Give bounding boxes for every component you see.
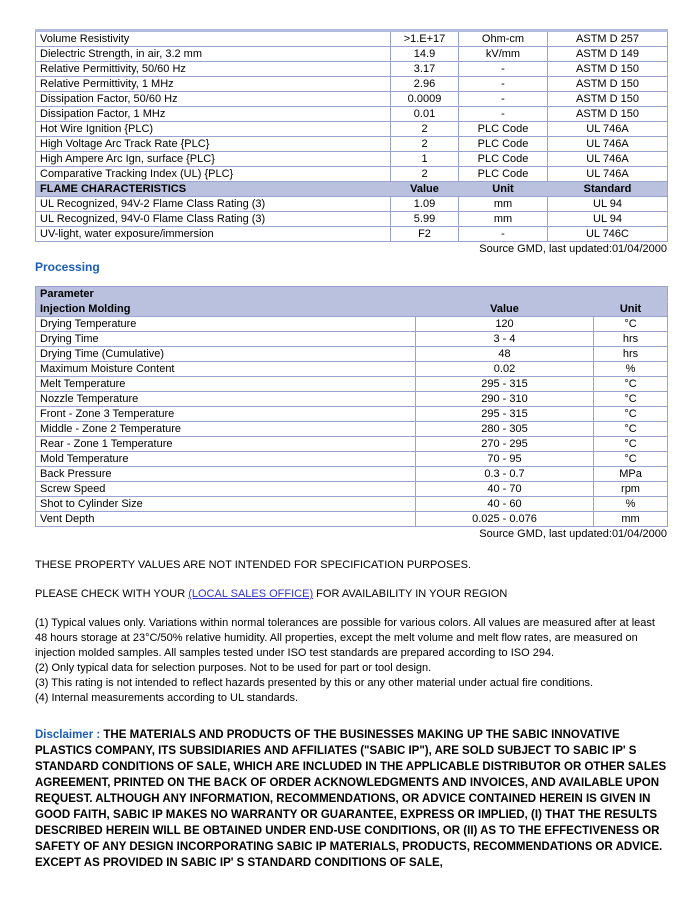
table-row — [36, 497, 668, 512]
cell-unit: PLC Code — [459, 152, 548, 167]
table-row — [36, 392, 668, 407]
availability-line — [35, 588, 667, 600]
cell-value: 3 - 4 — [416, 332, 594, 347]
cell-parameter: Drying Time — [36, 332, 416, 347]
cell-parameter: Mold Temperature — [36, 452, 416, 467]
table-row — [36, 437, 668, 452]
specification-disclaimer-text: THESE PROPERTY VALUES ARE NOT INTENDED FOR SPECIFICATION PURPOSES. — [35, 559, 472, 571]
cell-property: UL Recognized, 94V-0 Flame Class Rating (3) — [36, 212, 391, 227]
cell-value: 0.0009 — [391, 92, 459, 107]
cell-standard: UL 746C — [548, 227, 668, 242]
datasheet-page — [35, 0, 667, 871]
table-row — [36, 62, 668, 77]
cell-parameter: Drying Time (Cumulative) — [36, 347, 416, 362]
table-row — [36, 227, 668, 242]
cell-value: 295 - 315 — [416, 377, 594, 392]
processing-table — [35, 286, 668, 527]
cell-value: 0.02 — [416, 362, 594, 377]
cell-unit: % — [594, 497, 668, 512]
cell-standard: ASTM D 149 — [548, 47, 668, 62]
cell-parameter: Back Pressure — [36, 467, 416, 482]
disclaimer-paragraph — [35, 727, 667, 871]
cell-unit: hrs — [594, 332, 668, 347]
cell-value: 0.025 - 0.076 — [416, 512, 594, 527]
cell-property: High Voltage Arc Track Rate {PLC} — [36, 137, 391, 152]
cell-unit: °C — [594, 407, 668, 422]
cell-unit: PLC Code — [459, 122, 548, 137]
cell-value: 1 — [391, 152, 459, 167]
cell-value: 48 — [416, 347, 594, 362]
table-row — [36, 137, 668, 152]
cell-value: 14.9 — [391, 47, 459, 62]
cell-unit: °C — [594, 437, 668, 452]
cell-standard: ASTM D 150 — [548, 77, 668, 92]
cell-unit: mm — [459, 212, 548, 227]
header-standard: Standard — [548, 182, 668, 197]
cell-unit: °C — [594, 422, 668, 437]
cell-value: 280 - 305 — [416, 422, 594, 437]
cell-value: 40 - 60 — [416, 497, 594, 512]
table-row — [36, 77, 668, 92]
cell-standard: UL 94 — [548, 197, 668, 212]
table-row — [36, 347, 668, 362]
source-note: Source GMD, last updated:01/04/2000 — [479, 243, 667, 255]
cell-value: >1.E+17 — [391, 31, 459, 47]
header-value: Value — [391, 182, 459, 197]
cell-standard: ASTM D 150 — [548, 92, 668, 107]
cell-parameter: Vent Depth — [36, 512, 416, 527]
footnote-3: (3) This rating is not intended to reflect hazards presented by this or any other material under actual fire conditions. — [35, 677, 594, 689]
cell-property: Hot Wire Ignition {PLC) — [36, 122, 391, 137]
cell-value: 290 - 310 — [416, 392, 594, 407]
cell-value: F2 — [391, 227, 459, 242]
cell-standard: UL 746A — [548, 167, 668, 182]
cell-standard: UL 746A — [548, 137, 668, 152]
cell-unit: Ohm-cm — [459, 31, 548, 47]
cell-standard: ASTM D 150 — [548, 107, 668, 122]
cell-parameter: Middle - Zone 2 Temperature — [36, 422, 416, 437]
cell-standard: UL 746A — [548, 152, 668, 167]
cell-unit: °C — [594, 452, 668, 467]
cell-value: 2 — [391, 137, 459, 152]
cell-value: 5.99 — [391, 212, 459, 227]
cell-value: 70 - 95 — [416, 452, 594, 467]
table-row — [36, 467, 668, 482]
cell-standard: UL 746A — [548, 122, 668, 137]
cell-parameter: Melt Temperature — [36, 377, 416, 392]
cell-unit: PLC Code — [459, 137, 548, 152]
header-injection-molding: Injection Molding — [36, 302, 416, 317]
cell-unit: mm — [594, 512, 668, 527]
cell-unit: rpm — [594, 482, 668, 497]
table-row — [36, 31, 668, 47]
cell-value: 3.17 — [391, 62, 459, 77]
header-unit: Unit — [594, 302, 668, 317]
cell-unit: °C — [594, 377, 668, 392]
table-row — [36, 212, 668, 227]
cell-property: UV-light, water exposure/immersion — [36, 227, 391, 242]
cell-property: Dielectric Strength, in air, 3.2 mm — [36, 47, 391, 62]
table-row — [36, 122, 668, 137]
header-unit: Unit — [459, 182, 548, 197]
cell-value: 1.09 — [391, 197, 459, 212]
cell-value: 2 — [391, 122, 459, 137]
cell-unit: MPa — [594, 467, 668, 482]
injection-molding-header-row — [36, 302, 668, 317]
table-row — [36, 422, 668, 437]
processing-section-title: Processing — [35, 260, 100, 274]
header-value: Value — [416, 302, 594, 317]
availability-suffix: FOR AVAILABILITY IN YOUR REGION — [313, 588, 508, 600]
table-row — [36, 317, 668, 332]
footnote-1: (1) Typical values only. Variations within normal tolerances are possible for various colors. All values are measured after at least 48 hours storage at 23°C/50% relative humidity. All properties, except the melt volume and melt flow rates, are measured on injection molded samples. All samples tested under ISO test standards are prepared according to ISO 294. — [35, 617, 655, 659]
table-row — [36, 407, 668, 422]
table-row — [36, 152, 668, 167]
cell-unit: mm — [459, 197, 548, 212]
cell-standard: ASTM D 150 — [548, 62, 668, 77]
table-row — [36, 197, 668, 212]
table-row — [36, 452, 668, 467]
header-parameter: Parameter — [36, 287, 668, 302]
source-note: Source GMD, last updated:01/04/2000 — [479, 528, 667, 540]
cell-parameter: Shot to Cylinder Size — [36, 497, 416, 512]
cell-property: Relative Permittivity, 50/60 Hz — [36, 62, 391, 77]
disclaimer-label: Disclaimer : — [35, 729, 101, 741]
cell-value: 2 — [391, 167, 459, 182]
footnotes — [35, 616, 667, 706]
cell-property: Comparative Tracking Index (UL) {PLC} — [36, 167, 391, 182]
cell-parameter: Drying Temperature — [36, 317, 416, 332]
header-section-label: FLAME CHARACTERISTICS — [36, 182, 391, 197]
cell-value: 270 - 295 — [416, 437, 594, 452]
cell-parameter: Nozzle Temperature — [36, 392, 416, 407]
cell-unit: °C — [594, 392, 668, 407]
cell-property: Dissipation Factor, 50/60 Hz — [36, 92, 391, 107]
cell-unit: kV/mm — [459, 47, 548, 62]
cell-parameter: Rear - Zone 1 Temperature — [36, 437, 416, 452]
table-row — [36, 47, 668, 62]
cell-value: 2.96 — [391, 77, 459, 92]
table-row — [36, 377, 668, 392]
table-row — [36, 482, 668, 497]
table-row — [36, 512, 668, 527]
cell-unit: - — [459, 107, 548, 122]
cell-unit: hrs — [594, 347, 668, 362]
cell-property: Volume Resistivity — [36, 31, 391, 47]
table-row — [36, 332, 668, 347]
cell-unit: °C — [594, 317, 668, 332]
cell-value: 120 — [416, 317, 594, 332]
cell-parameter: Front - Zone 3 Temperature — [36, 407, 416, 422]
table-row — [36, 107, 668, 122]
cell-value: 0.3 - 0.7 — [416, 467, 594, 482]
flame-characteristics-header-row — [36, 182, 668, 197]
cell-unit: - — [459, 62, 548, 77]
cell-value: 40 - 70 — [416, 482, 594, 497]
cell-property: High Ampere Arc Ign, surface {PLC} — [36, 152, 391, 167]
cell-parameter: Screw Speed — [36, 482, 416, 497]
properties-table — [35, 29, 668, 242]
table-row — [36, 362, 668, 377]
cell-standard: ASTM D 257 — [548, 31, 668, 47]
cell-value: 295 - 315 — [416, 407, 594, 422]
disclaimer-text: THE MATERIALS AND PRODUCTS OF THE BUSINESSES MAKING UP THE SABIC INNOVATIVE PLASTICS COMPANY, ITS SUBSIDIARIES AND AFFILIATES ("SABIC IP"), ARE SOLD SUBJECT TO SABIC IP' S STANDARD CONDITIONS OF SALE, WHICH ARE INCLUDED IN THE APPLICABLE DISTRIBUTOR OR OTHER SALES AGREEMENT, PRINTED ON THE BACK OF ORDER ACKNOWLEDGMENTS AND INVOICES, AND AVAILABLE UPON REQUEST. ALTHOUGH ANY INFORMATION, RECOMMENDATIONS, OR ADVICE CONTAINED HEREIN IS GIVEN IN GOOD FAITH, SABIC IP MAKES NO WARRANTY OR GUARANTEE, EXPRESS OR IMPLIED, (I) THAT THE RESULTS DESCRIBED HEREIN WILL BE OBTAINED UNDER END-USE CONDITIONS, OR (II) AS TO THE EFFECTIVENESS OR SAFETY OF ANY DESIGN INCORPORATING SABIC IP MATERIALS, PRODUCTS, RECOMMENDATIONS OR ADVICE. EXCEPT AS PROVIDED IN SABIC IP' S STANDARD CONDITIONS OF SALE, — [35, 729, 667, 869]
parameter-header-row — [36, 287, 668, 302]
local-sales-office-link[interactable]: (LOCAL SALES OFFICE) — [188, 588, 314, 600]
table-row — [36, 92, 668, 107]
cell-property: UL Recognized, 94V-2 Flame Class Rating (3) — [36, 197, 391, 212]
cell-property: Dissipation Factor, 1 MHz — [36, 107, 391, 122]
cell-unit: - — [459, 92, 548, 107]
table-row — [36, 167, 668, 182]
cell-unit: PLC Code — [459, 167, 548, 182]
cell-unit: - — [459, 77, 548, 92]
cell-parameter: Maximum Moisture Content — [36, 362, 416, 377]
cell-property: Relative Permittivity, 1 MHz — [36, 77, 391, 92]
footnote-4: (4) Internal measurements according to UL standards. — [35, 692, 299, 704]
cell-unit: - — [459, 227, 548, 242]
cell-unit: % — [594, 362, 668, 377]
availability-prefix: PLEASE CHECK WITH YOUR — [35, 588, 189, 600]
cell-standard: UL 94 — [548, 212, 668, 227]
footnote-2: (2) Only typical data for selection purposes. Not to be used for part or tool design. — [35, 662, 432, 674]
cell-value: 0.01 — [391, 107, 459, 122]
